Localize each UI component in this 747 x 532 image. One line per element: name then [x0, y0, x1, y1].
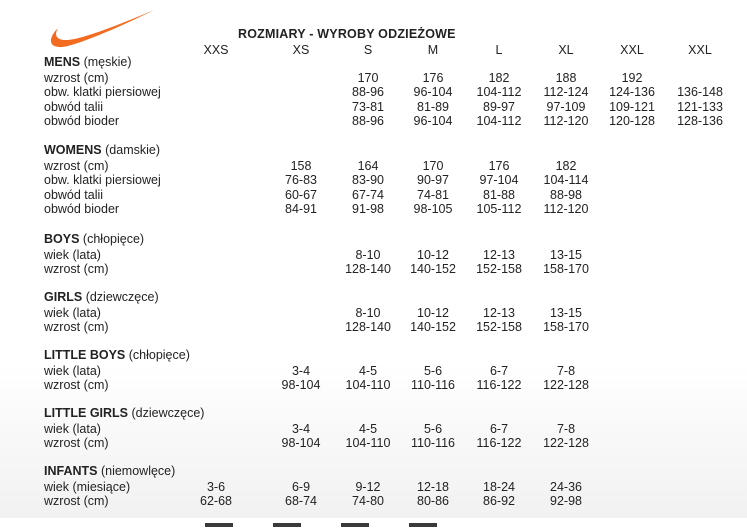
table-cell: 12-13 — [483, 305, 515, 320]
table-cell: 9-12 — [355, 479, 381, 494]
table-cell: 80-86 — [417, 494, 449, 509]
table-cell: 12-18 — [417, 479, 449, 494]
table-cell: 10-12 — [417, 305, 449, 320]
table-cell: 98-104 — [281, 436, 321, 451]
table-cell: 104-110 — [345, 436, 391, 451]
table-cell: 6-9 — [291, 479, 311, 494]
table-cell: 96-104 — [413, 85, 453, 100]
table-cell: 104-110 — [345, 378, 391, 393]
size-header-6: XXL — [620, 43, 644, 57]
table-cell: 13-15 — [550, 247, 582, 262]
table-cell: 122-128 — [543, 436, 589, 451]
table-cell: 73-81 — [352, 99, 384, 114]
swoosh-logo-icon — [44, 8, 156, 50]
table-cell: 158-170 — [543, 320, 589, 335]
table-cell: 112-120 — [543, 202, 589, 217]
section-name: BOYS — [44, 232, 80, 246]
table-cell: 176 — [488, 158, 510, 173]
table-cell: 8-10 — [355, 305, 381, 320]
row-label: wiek (lata) — [44, 305, 101, 320]
section-name: INFANTS — [44, 464, 98, 478]
size-header-2: S — [363, 43, 373, 57]
table-cell: 60-67 — [285, 187, 317, 202]
table-cell: 152-158 — [476, 262, 522, 277]
table-cell: 91-98 — [352, 202, 384, 217]
section-subtitle: (męskie) — [83, 55, 132, 69]
table-cell: 140-152 — [410, 262, 456, 277]
table-cell: 164 — [357, 158, 379, 173]
table-cell: 116-122 — [476, 378, 522, 393]
table-cell: 98-105 — [413, 202, 453, 217]
section-title — [44, 143, 160, 157]
size-header-7: XXL — [688, 43, 712, 57]
section-name: LITTLE GIRLS — [44, 406, 129, 420]
table-cell: 24-36 — [550, 479, 582, 494]
table-cell: 97-104 — [479, 173, 519, 188]
table-cell: 158-170 — [543, 262, 589, 277]
table-cell: 170 — [357, 70, 379, 85]
size-header-0: XXS — [203, 43, 229, 57]
row-label: wzrost (cm) — [44, 378, 109, 393]
table-cell: 170 — [422, 158, 444, 173]
section-subtitle: (dziewczęce) — [131, 406, 205, 420]
table-cell: 140-152 — [410, 320, 456, 335]
table-cell: 68-74 — [285, 494, 317, 509]
row-label: wiek (lata) — [44, 247, 101, 262]
section-name: WOMENS — [44, 143, 102, 157]
row-label: obw. klatki piersiowej — [44, 173, 161, 188]
row-label: wzrost (cm) — [44, 320, 109, 335]
size-header-4: L — [495, 43, 503, 57]
table-cell: 74-81 — [417, 187, 449, 202]
table-cell: 83-90 — [352, 173, 384, 188]
table-cell: 4-5 — [358, 363, 378, 378]
table-cell: 62-68 — [200, 494, 232, 509]
table-cell: 120-128 — [609, 114, 655, 129]
table-cell: 76-83 — [285, 173, 317, 188]
section-title — [44, 232, 144, 246]
table-cell: 182 — [488, 70, 510, 85]
table-cell: 10-12 — [417, 247, 449, 262]
table-cell: 4-5 — [358, 421, 378, 436]
section-subtitle: (damskie) — [105, 143, 160, 157]
table-cell: 81-88 — [483, 187, 515, 202]
table-cell: 128-136 — [677, 114, 723, 129]
section-title — [44, 348, 190, 362]
row-label: obwód talii — [44, 99, 104, 114]
table-cell: 116-122 — [476, 436, 522, 451]
table-cell: 98-104 — [281, 378, 321, 393]
row-label: obwód bioder — [44, 202, 120, 217]
table-cell: 121-133 — [677, 99, 723, 114]
table-cell: 88-98 — [550, 187, 582, 202]
section-title — [44, 406, 204, 420]
section-title — [44, 464, 175, 478]
section-title — [44, 55, 132, 69]
row-label: wzrost (cm) — [44, 70, 109, 85]
table-cell: 176 — [422, 70, 444, 85]
table-cell: 5-6 — [423, 363, 443, 378]
table-cell: 86-92 — [483, 494, 515, 509]
row-label: obwód bioder — [44, 114, 120, 129]
table-cell: 96-104 — [413, 114, 453, 129]
section-title — [44, 290, 159, 304]
section-subtitle: (niemowlęce) — [100, 464, 176, 478]
table-cell: 124-136 — [609, 85, 655, 100]
table-cell: 7-8 — [556, 421, 576, 436]
row-label: wzrost (cm) — [44, 436, 109, 451]
table-cell: 81-89 — [417, 99, 449, 114]
row-label: wzrost (cm) — [44, 494, 109, 509]
table-cell: 89-97 — [483, 99, 515, 114]
table-cell: 5-6 — [423, 421, 443, 436]
size-header-1: XS — [292, 43, 310, 57]
table-cell: 188 — [555, 70, 577, 85]
table-cell: 136-148 — [677, 85, 723, 100]
section-subtitle: (chłopięce) — [82, 232, 145, 246]
table-cell: 8-10 — [355, 247, 381, 262]
table-cell: 3-4 — [291, 421, 311, 436]
row-label: wiek (lata) — [44, 363, 101, 378]
page-title: ROZMIARY - WYROBY ODZIEŻOWE — [238, 27, 456, 41]
section-name: MENS — [44, 55, 81, 69]
table-cell: 122-128 — [543, 378, 589, 393]
table-cell: 104-114 — [543, 173, 589, 188]
table-cell: 6-7 — [489, 421, 509, 436]
table-cell: 88-96 — [352, 85, 384, 100]
table-cell: 3-4 — [291, 363, 311, 378]
size-header-5: XL — [558, 43, 574, 57]
table-cell: 128-140 — [345, 262, 391, 277]
table-cell: 92-98 — [550, 494, 582, 509]
table-cell: 74-80 — [352, 494, 384, 509]
table-cell: 3-6 — [206, 479, 226, 494]
table-cell: 182 — [555, 158, 577, 173]
table-cell: 128-140 — [345, 320, 391, 335]
row-label: wzrost (cm) — [44, 158, 109, 173]
table-cell: 112-120 — [543, 114, 589, 129]
table-cell: 152-158 — [476, 320, 522, 335]
table-cell: 158 — [290, 158, 312, 173]
row-label: obwód talii — [44, 187, 104, 202]
section-name: LITTLE BOYS — [44, 348, 126, 362]
row-label: obw. klatki piersiowej — [44, 85, 161, 100]
table-cell: 109-121 — [609, 99, 655, 114]
table-cell: 12-13 — [483, 247, 515, 262]
table-cell: 112-124 — [543, 85, 589, 100]
section-subtitle: (chłopięce) — [128, 348, 190, 362]
table-cell: 88-96 — [352, 114, 384, 129]
table-cell: 104-112 — [476, 85, 522, 100]
row-label: wzrost (cm) — [44, 262, 109, 277]
row-label: wiek (miesiące) — [44, 479, 131, 494]
section-name: GIRLS — [44, 290, 83, 304]
table-cell: 67-74 — [352, 187, 384, 202]
table-cell: 84-91 — [285, 202, 317, 217]
table-cell: 192 — [621, 70, 643, 85]
table-cell: 104-112 — [476, 114, 522, 129]
row-label: wiek (lata) — [44, 421, 101, 436]
table-cell: 7-8 — [556, 363, 576, 378]
table-cell: 90-97 — [417, 173, 449, 188]
table-cell: 110-116 — [410, 436, 456, 451]
table-cell: 105-112 — [476, 202, 522, 217]
size-header-3: M — [427, 43, 439, 57]
table-cell: 97-109 — [546, 99, 586, 114]
table-cell: 110-116 — [410, 378, 456, 393]
table-cell: 18-24 — [483, 479, 515, 494]
table-cell: 13-15 — [550, 305, 582, 320]
table-cell: 6-7 — [489, 363, 509, 378]
section-subtitle: (dziewczęce) — [85, 290, 159, 304]
bottom-edge-fragment — [205, 514, 477, 532]
